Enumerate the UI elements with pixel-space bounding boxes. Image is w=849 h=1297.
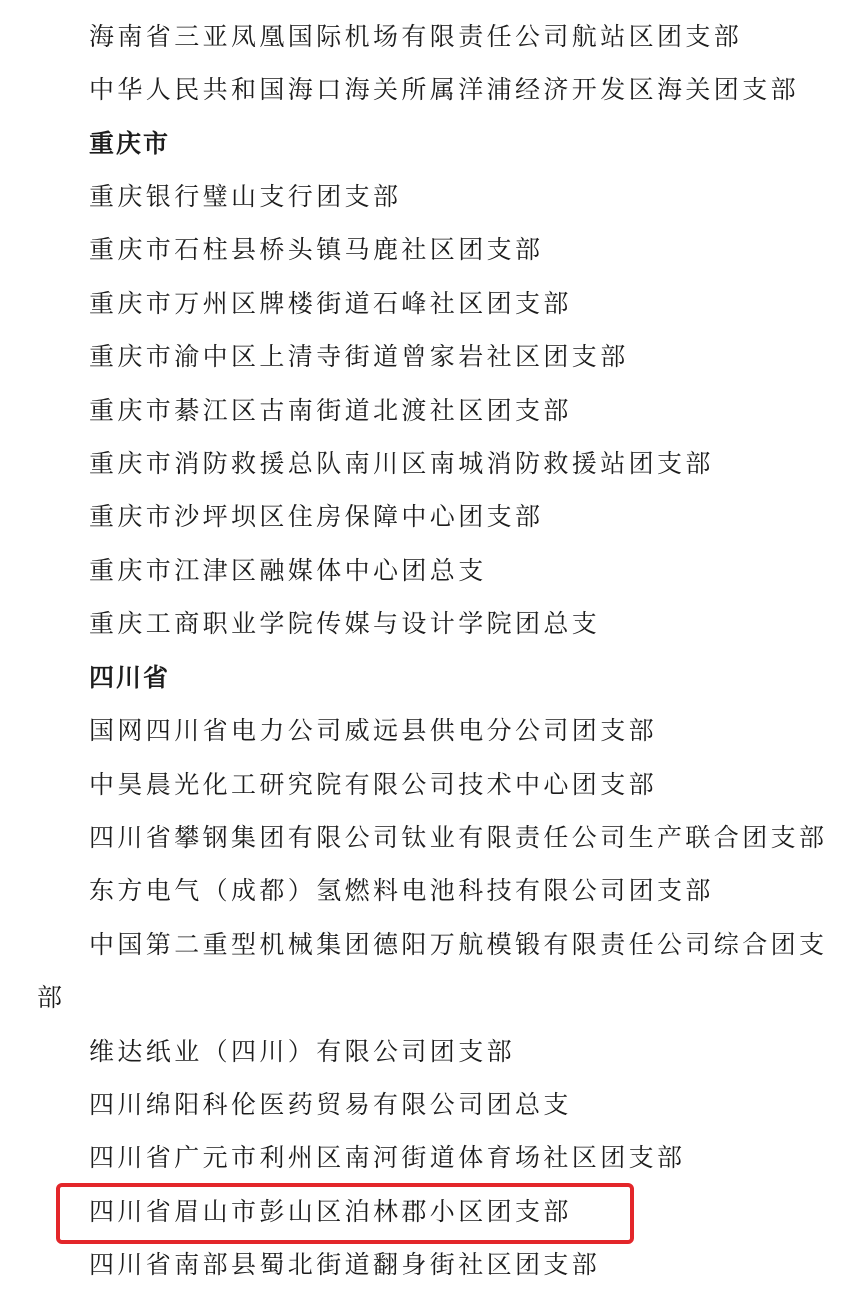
- list-item: 四川省攀钢集团有限公司钛业有限责任公司生产联合团支部: [89, 823, 828, 852]
- list-item: 重庆市沙坪坝区住房保障中心团支部: [89, 502, 544, 531]
- list-item: 四川省广元市利州区南河街道体育场社区团支部: [89, 1143, 686, 1172]
- list-item: 海南省三亚凤凰国际机场有限责任公司航站区团支部: [89, 22, 743, 51]
- list-item-highlighted: 四川省眉山市彭山区泊林郡小区团支部: [89, 1197, 572, 1226]
- list-item: 中昊晨光化工研究院有限公司技术中心团支部: [89, 770, 658, 799]
- list-item: 东方电气（成都）氢燃料电池科技有限公司团支部: [89, 876, 714, 905]
- list-item: 国网四川省电力公司威远县供电分公司团支部: [89, 716, 658, 745]
- list-item: 四川省南部县蜀北街道翻身街社区团支部: [89, 1250, 601, 1279]
- list-item: 重庆工商职业学院传媒与设计学院团总支: [89, 609, 601, 638]
- list-item: 中华人民共和国海口海关所属洋浦经济开发区海关团支部: [89, 75, 800, 104]
- list-item: 重庆市江津区融媒体中心团总支: [89, 556, 487, 585]
- section-heading-sichuan: 四川省: [89, 663, 171, 692]
- section-heading-chongqing: 重庆市: [89, 129, 171, 158]
- list-item: 重庆市石柱县桥头镇马鹿社区团支部: [89, 235, 544, 264]
- list-item: 四川绵阳科伦医药贸易有限公司团总支: [89, 1090, 572, 1119]
- list-item: 重庆市綦江区古南街道北渡社区团支部: [89, 396, 572, 425]
- list-item: 中国第二重型机械集团德阳万航模锻有限责任公司综合团支: [89, 930, 828, 959]
- list-item: 维达纸业（四川）有限公司团支部: [89, 1037, 516, 1066]
- list-item: 重庆市消防救援总队南川区南城消防救援站团支部: [89, 449, 714, 478]
- list-item: 重庆市万州区牌楼街道石峰社区团支部: [89, 289, 572, 318]
- list-item: 重庆银行璧山支行团支部: [89, 182, 402, 211]
- list-item-continuation: 部: [37, 983, 66, 1012]
- highlight-box: [56, 1183, 634, 1244]
- list-item: 重庆市渝中区上清寺街道曾家岩社区团支部: [89, 342, 629, 371]
